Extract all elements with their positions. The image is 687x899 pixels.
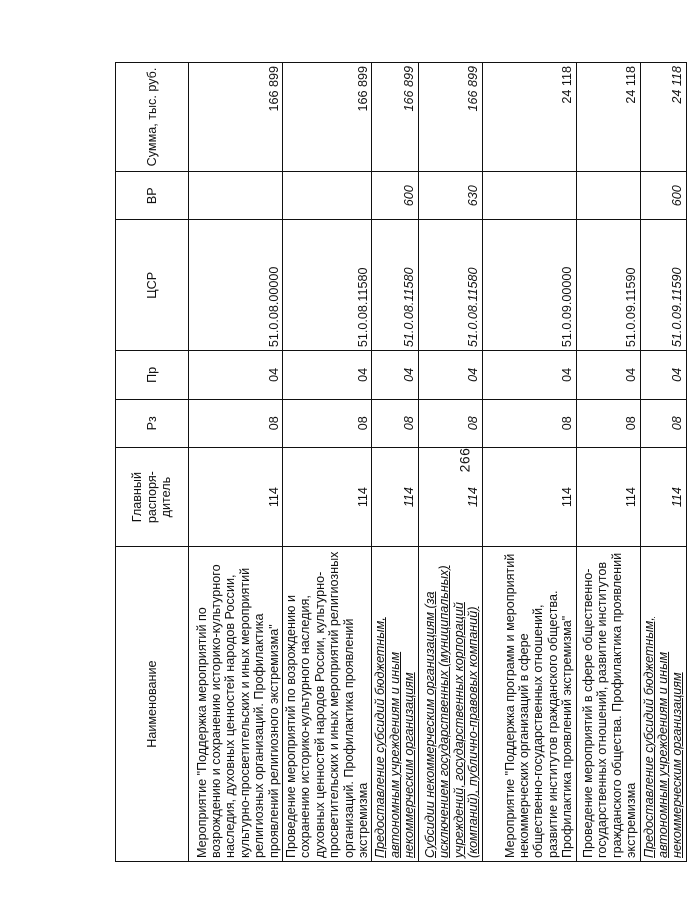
row-grbs-text: 114 [466, 487, 481, 508]
row-csr-text: 51.0.09.11590 [624, 267, 639, 348]
row-csr [640, 220, 686, 351]
row-sum-text: 24 118 [624, 66, 639, 104]
row-csr [418, 220, 482, 351]
row-sum [640, 63, 686, 172]
row-pr-text: 04 [466, 367, 481, 382]
row-rz-text: 08 [466, 416, 481, 431]
row-csr-text: 51.0.08.00000 [266, 266, 281, 348]
row-pr-text: 04 [402, 367, 417, 382]
row-name [372, 547, 418, 862]
header-csr: ЦСР [116, 220, 189, 351]
row-pr-text: 04 [356, 367, 371, 382]
row-pr-text: 04 [670, 367, 685, 382]
row-csr [372, 220, 418, 351]
row-rz-text: 08 [624, 416, 639, 431]
row-name [482, 547, 576, 862]
row-pr-text: 04 [266, 367, 281, 382]
row-name-text: Проведение мероприятий в сфере общественно-государственных отношений, развитие институтов гражданского общества. Профилактика проявлений экстремизма [581, 552, 639, 858]
row-rz [189, 399, 283, 447]
row-name-text: Предоставление субсидий бюджетным, автономным учреждениям и иным некоммерческим организациям [641, 617, 685, 858]
row-sum [189, 63, 283, 172]
row-pr [576, 351, 640, 399]
row-sum [576, 63, 640, 172]
row-vr [418, 171, 482, 219]
row-name-text: Предоставление субсидий бюджетным, автономным учреждениям и иным некоммерческим организациям [373, 617, 417, 858]
row-sum-text: 166 899 [356, 66, 371, 112]
row-rz-text: 08 [356, 416, 371, 431]
row-grbs [576, 447, 640, 546]
row-name [640, 547, 686, 862]
page-number: 266 [456, 447, 473, 473]
row-vr [482, 171, 576, 219]
row-csr-text: 51.0.09.11590 [670, 267, 685, 348]
row-grbs [482, 447, 576, 546]
row-rz [418, 399, 482, 447]
budget-table [115, 62, 687, 862]
row-name [283, 547, 372, 862]
row-pr [189, 351, 283, 399]
row-grbs [283, 447, 372, 546]
row-pr-text: 04 [560, 367, 575, 382]
row-name [418, 547, 482, 862]
row-sum-text: 166 899 [402, 66, 417, 112]
table-row [372, 63, 418, 862]
row-vr [372, 171, 418, 219]
row-csr [482, 220, 576, 351]
budget-table-container [115, 62, 685, 862]
table-row [576, 63, 640, 862]
row-vr-text: 600 [402, 185, 417, 207]
row-grbs-text: 114 [560, 487, 575, 508]
row-csr-text: 51.0.08.11580 [356, 267, 371, 348]
row-sum-text: 166 899 [466, 66, 481, 112]
row-rz [482, 399, 576, 447]
row-csr-text: 51.0.09.00000 [560, 266, 575, 348]
row-pr [482, 351, 576, 399]
table-row [189, 63, 283, 862]
row-pr [640, 351, 686, 399]
row-rz-text: 08 [266, 416, 281, 431]
row-csr-text: 51.0.08.11580 [466, 267, 481, 348]
row-pr [372, 351, 418, 399]
row-vr [283, 171, 372, 219]
row-sum [418, 63, 482, 172]
row-grbs-text: 114 [356, 487, 371, 508]
header-grbs: Главный распоря-дитель [116, 447, 189, 546]
row-grbs-text: 114 [402, 487, 417, 508]
row-name-text: Субсидии некоммерческим организациям (за исключением государственных (муниципальных) учреждений, государственных корпораций (компаний), публично-правовых компаний) [423, 565, 481, 858]
row-pr [418, 351, 482, 399]
row-name-text: Мероприятие "Поддержка программ и мероприятий некоммерческих организаций в сфере общественно-государственных отношений, развитие институтов гражданского общества. Профилактика проявлений экстремизма" [502, 553, 575, 858]
row-csr [283, 220, 372, 351]
row-rz-text: 08 [402, 416, 417, 431]
row-grbs-text: 114 [670, 487, 685, 508]
row-grbs [189, 447, 283, 546]
row-name-text: Мероприятие "Поддержка мероприятий по возрождению и сохранению историко-культурного наследия, духовных ценностей народов России, культурно-просветительских и иных мероприятий религиозных организаций. Профилактика проявлений религиозного экстремизма" [194, 564, 281, 858]
row-name-text: Проведение мероприятий по возрождению и сохранению историко-культурного наследия, духовных ценностей народов России, культурно-просветительских и иных мероприятий религиозных организаций. Профилактика проявлений экстремизма [284, 551, 371, 858]
header-sum: Сумма, тыс. руб. [116, 63, 189, 172]
row-grbs [640, 447, 686, 546]
row-sum [372, 63, 418, 172]
row-vr [640, 171, 686, 219]
row-vr [189, 171, 283, 219]
row-sum-text: 166 899 [266, 66, 281, 112]
row-rz-text: 08 [670, 416, 685, 431]
header-vr: ВР [116, 171, 189, 219]
header-row [116, 63, 189, 862]
row-rz [576, 399, 640, 447]
header-name: Наименование [116, 547, 189, 862]
row-grbs-text: 114 [624, 487, 639, 508]
row-csr-text: 51.0.08.11580 [402, 267, 417, 348]
row-rz-text: 08 [560, 416, 575, 431]
row-grbs [372, 447, 418, 546]
table-row [283, 63, 372, 862]
row-sum [283, 63, 372, 172]
row-csr [189, 220, 283, 351]
row-sum [482, 63, 576, 172]
row-grbs [418, 447, 482, 546]
header-pr: Пр [116, 351, 189, 399]
table-row [482, 63, 576, 862]
row-rz [640, 399, 686, 447]
row-vr [576, 171, 640, 219]
table-row [640, 63, 686, 862]
table-row [418, 63, 482, 862]
header-rz: Рз [116, 399, 189, 447]
row-name [576, 547, 640, 862]
row-pr-text: 04 [624, 367, 639, 382]
row-rz [283, 399, 372, 447]
row-sum-text: 24 118 [560, 66, 575, 104]
row-csr [576, 220, 640, 351]
row-sum-text: 24 118 [670, 66, 685, 104]
row-grbs-text: 114 [266, 487, 281, 508]
row-name [189, 547, 283, 862]
row-vr-text: 630 [466, 185, 481, 207]
row-pr [283, 351, 372, 399]
row-rz [372, 399, 418, 447]
row-vr-text: 600 [670, 185, 685, 207]
